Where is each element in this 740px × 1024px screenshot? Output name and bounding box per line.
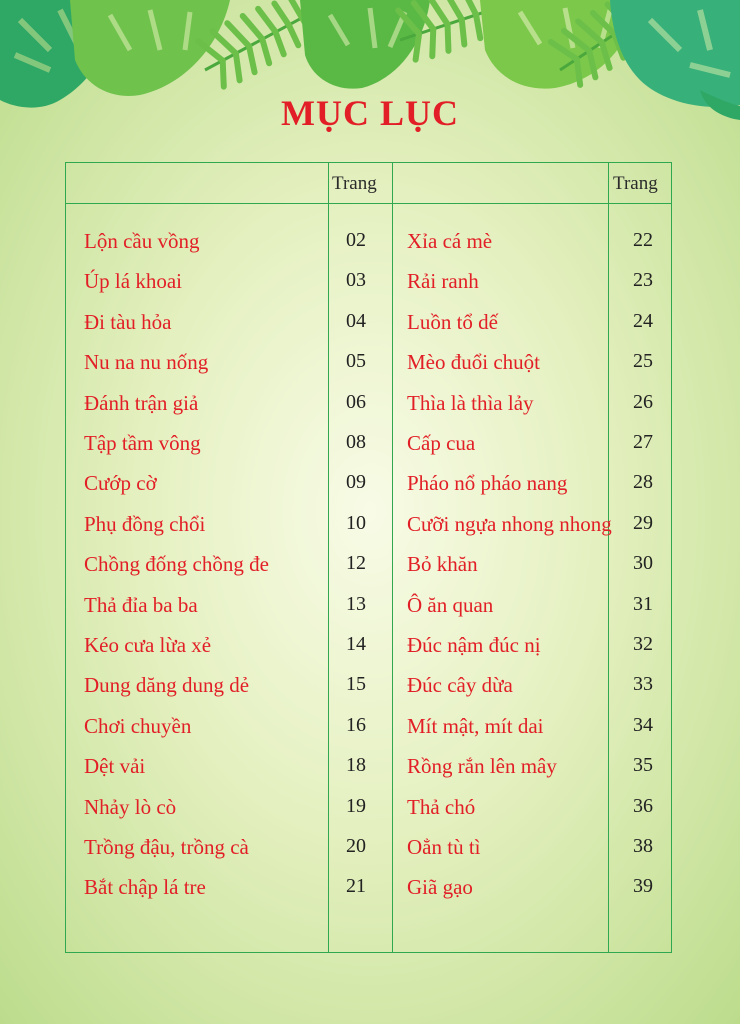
toc-row	[66, 269, 671, 309]
toc-entry-page: 29	[633, 511, 653, 534]
toc-entry-page: 35	[633, 754, 653, 777]
toc-entry-title: Dung dăng dung dẻ	[84, 673, 250, 698]
toc-entry-title: Thả chó	[407, 794, 476, 819]
toc-entry-title: Đánh trận giả	[84, 390, 199, 415]
toc-entry-title: Đúc nậm đúc nị	[407, 633, 541, 657]
toc-entry-page: 27	[633, 431, 653, 453]
toc-entry-title: Mèo đuổi chuột	[407, 350, 540, 375]
toc-entry-title: Đi tàu hỏa	[84, 309, 172, 334]
toc-entry-page: 39	[633, 875, 653, 898]
toc-entry-title: Thìa là thìa lảy	[407, 390, 534, 415]
toc-row	[66, 391, 671, 431]
toc-entry-page: 10	[346, 511, 366, 534]
toc-entry-title: Xỉa cá mè	[407, 229, 493, 253]
toc-row	[66, 754, 671, 794]
toc-entry-title: Bỏ khăn	[407, 552, 478, 577]
toc-entry-page: 30	[633, 552, 653, 575]
toc-entry-title: Rải ranh	[407, 269, 479, 294]
toc-row	[66, 310, 671, 350]
toc-row	[66, 512, 671, 552]
toc-entry-page: 19	[346, 794, 366, 817]
toc-entry-title: Rồng rắn lên mây	[407, 754, 557, 779]
toc-entry-title: Oẳn tù tì	[407, 835, 481, 859]
toc-entry-title: Úp lá khoai	[84, 269, 182, 294]
toc-entry-page: 13	[346, 592, 366, 615]
toc-entry-page: 15	[346, 673, 366, 696]
toc-row	[66, 229, 671, 269]
toc-row	[66, 431, 671, 471]
toc-entry-page: 03	[346, 269, 366, 292]
toc-entry-page: 28	[633, 471, 653, 494]
toc-entry-page: 36	[633, 794, 653, 817]
toc-entry-title: Mít mật, mít dai	[407, 713, 544, 738]
toc-entry-page: 16	[346, 713, 366, 736]
toc-entry-page: 21	[346, 875, 366, 898]
toc-row	[66, 714, 671, 754]
toc-entry-page: 12	[346, 552, 366, 575]
toc-row	[66, 673, 671, 713]
toc-entry-page: 22	[633, 229, 653, 251]
toc-entry-page: 14	[346, 633, 366, 655]
toc-entry-page: 05	[346, 350, 366, 373]
toc-entry-title: Ô ăn quan	[407, 592, 494, 617]
toc-entry-title: Giã gạo	[407, 875, 473, 900]
toc-row	[66, 633, 671, 673]
toc-entry-page: 08	[346, 431, 366, 453]
toc-row	[66, 552, 671, 592]
toc-entry-title: Luồn tổ dế	[407, 309, 498, 334]
toc-entry-title: Pháo nổ pháo nang	[407, 471, 568, 496]
page-column-header-right: Trang	[613, 173, 658, 194]
toc-entry-page: 32	[633, 633, 653, 655]
toc-entry-title: Cấp cua	[407, 431, 476, 455]
header-divider	[66, 203, 671, 204]
toc-entry-page: 38	[633, 835, 653, 857]
toc-entry-title: Kéo cưa lừa xẻ	[84, 633, 212, 657]
toc-entry-title: Dệt vải	[84, 754, 146, 779]
toc-entry-title: Trồng đậu, trồng cà	[84, 835, 249, 859]
toc-entry-title: Bắt chập lá tre	[84, 875, 206, 900]
toc-row	[66, 350, 671, 390]
toc-entry-page: 09	[346, 471, 366, 494]
toc-entry-page: 02	[346, 229, 366, 251]
toc-row	[66, 471, 671, 511]
toc-row	[66, 593, 671, 633]
toc-entry-page: 04	[346, 309, 366, 332]
toc-entry-title: Đúc cây dừa	[407, 673, 513, 698]
toc-entry-page: 06	[346, 390, 366, 413]
toc-entry-title: Cưỡi ngựa nhong nhong	[407, 511, 612, 536]
toc-entry-title: Cướp cờ	[84, 471, 157, 496]
toc-entry-title: Chồng đống chồng đe	[84, 552, 269, 577]
toc-entry-page: 25	[633, 350, 653, 373]
toc-entry-page: 31	[633, 592, 653, 615]
toc-entry-title: Thả đỉa ba ba	[84, 592, 198, 617]
toc-entry-page: 23	[633, 269, 653, 292]
toc-entry-page: 18	[346, 754, 366, 777]
page-title: MỤC LỤC	[281, 93, 459, 133]
toc-entry-title: Lộn cầu vồng	[84, 229, 200, 253]
toc-entry-title: Phụ đồng chổi	[84, 511, 206, 536]
toc-entry-page: 26	[633, 390, 653, 413]
toc-entry-page: 34	[633, 713, 653, 736]
toc-row	[66, 835, 671, 875]
toc-entry-page: 20	[346, 835, 366, 857]
toc-entry-title: Tập tầm vông	[84, 431, 201, 455]
toc-entry-title: Chơi chuyền	[84, 713, 192, 738]
toc-row	[66, 795, 671, 835]
toc-entry-page: 33	[633, 673, 653, 696]
toc-entry-title: Nhảy lò cò	[84, 794, 177, 819]
page-column-header-left: Trang	[332, 173, 377, 194]
toc-entry-title: Nu na nu nống	[84, 350, 209, 375]
toc-row	[66, 875, 671, 915]
table-of-contents	[65, 162, 672, 953]
toc-entry-page: 24	[633, 309, 653, 332]
